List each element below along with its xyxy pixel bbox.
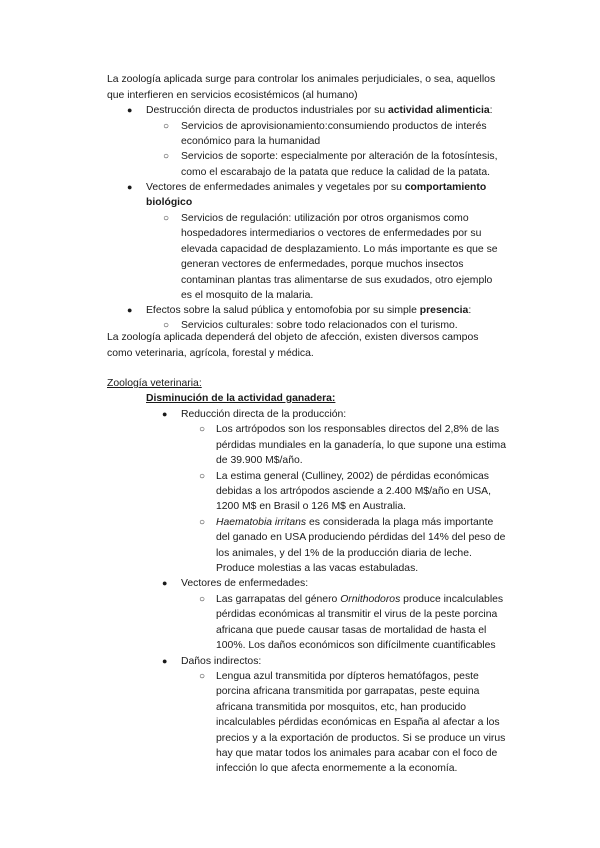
list-item: Vectores de enfermedades: [181, 578, 309, 589]
list-item-continued: del ganado en USA produciendo pérdidas del 14% del peso de [216, 532, 506, 543]
sub-bullet-marker: ○ [163, 121, 170, 132]
intro-line-1: La zoología aplicada surge para controlar los animales perjudiciales, o sea, aquellos [107, 74, 496, 85]
section-veterinaria [107, 376, 567, 776]
section-heading: Zoología veterinaria: [107, 378, 202, 389]
subsection-heading: Disminución de la actividad ganadera: [146, 393, 336, 404]
list-item: Los artrópodos son los responsables directos del 2,8% de las [216, 424, 500, 435]
list-item-continued: porcina africana transmitida por garrapatas, peste equina [216, 686, 480, 697]
list-item: Servicios de aprovisionamiento:consumiendo productos de interés [181, 121, 487, 132]
list-item-continued: africana que puede causar tasas de mortalidad de hasta el [216, 625, 487, 636]
list-item-continued: pérdidas mundiales en la ganadería, lo que supone una estima [216, 440, 506, 451]
list-item: Servicios de regulación: utilización por otros organismos como [181, 213, 469, 224]
list-item-continued: económico para la humanidad [181, 136, 321, 147]
list-item: Efectos sobre la salud pública y entomofobia por su simple presencia: [146, 305, 472, 316]
paragraph-fields [107, 330, 478, 361]
list-item: Daños indirectos: [181, 656, 262, 667]
list-item: Vectores de enfermedades animales y vegetales por su comportamiento [146, 182, 487, 193]
sub-bullet-marker: ○ [199, 471, 206, 482]
list-item-continued: infección lo que afecta enormemente a la economía. [216, 763, 458, 774]
sub-bullet-marker: ○ [199, 671, 206, 682]
sub-bullet-marker: ○ [199, 594, 206, 605]
list-item: Haematobia irritans es considerada la plaga más importante [216, 517, 494, 528]
list-item-continued: de 39.900 M$/año. [216, 455, 303, 466]
list-item: Servicios de soporte: especialmente por alteración de la fotosíntesis, [181, 151, 498, 162]
list-item-continued: como el escarabajo de la patata que reduce la calidad de la patata. [181, 167, 491, 178]
list-item: Las garrapatas del género Ornithodoros produce incalculables [216, 594, 504, 605]
bullet-marker: ● [127, 105, 133, 115]
bullet-marker: ● [127, 305, 133, 315]
bullet-marker: ● [127, 182, 133, 192]
list-item-continued: 1200 M$ en Brasil o 126 M$ en Australia. [216, 501, 407, 512]
intro-line-2: que interfieren en servicios ecosistémicos (al humano) [107, 89, 358, 101]
bullet-marker: ● [162, 409, 168, 419]
list-item: Reducción directa de la producción: [181, 409, 347, 420]
paragraph-line-1: La zoología aplicada dependerá del objeto de afección, existen diversos campos [107, 332, 479, 343]
list-item-continued: 100%. Los daños económicos son difícilmente cuantificables [216, 640, 496, 651]
list-item-continued: es el mosquito de la malaria. [181, 290, 314, 301]
list-item-continued: precios y a la exportación de productos. Si se produce un virus [216, 733, 506, 744]
bullet-marker: ● [162, 656, 168, 666]
sub-bullet-marker: ○ [163, 320, 170, 331]
list-item-continued: biológico [146, 197, 193, 208]
intro-paragraph [107, 72, 495, 103]
list-item-continued: pérdidas económicas al transmitir el virus de la peste porcina [216, 609, 498, 620]
list-item: La estima general (Culliney, 2002) de pérdidas económicas [216, 471, 490, 482]
sub-bullet-marker: ○ [199, 424, 206, 435]
list-item-continued: elevada capacidad de desplazamiento. Lo más importante es que se [181, 244, 498, 255]
paragraph-line-2: como veterinaria, agrícola, forestal y médica. [107, 347, 314, 359]
list-item-continued: hay que matar todos los animales para acabar con el foco de [216, 748, 498, 759]
list-item: Destrucción directa de productos industriales por su actividad alimenticia: [146, 105, 493, 116]
sub-bullet-marker: ○ [163, 151, 170, 162]
list-item-continued: incalculables pérdidas económicas en España al afectar a los [216, 717, 500, 728]
list-item-continued: contaminan plantas tras alimentarse de sus exudados, otro ejemplo [181, 275, 493, 286]
bullet-marker: ● [162, 578, 168, 588]
section1-list [107, 103, 567, 331]
list-item-continued: Produce molestias a las vacas estabuladas. [216, 563, 419, 574]
list-item-continued: debidas a los artrópodos asciende a 2.400 M$/año en USA, [216, 486, 491, 497]
list-item-continued: hospedadores intermediarios o vectores de enfermedades por su [181, 228, 482, 239]
list-item: Lengua azul transmitida por dípteros hematófagos, peste [216, 671, 479, 682]
list-item-continued: africana transmitida por mosquitos, etc, han producido [216, 702, 467, 713]
sub-bullet-marker: ○ [163, 213, 170, 224]
list-item-continued: los animales, y del 1% de la producción diaria de leche. [216, 548, 472, 559]
sub-bullet-marker: ○ [199, 517, 206, 528]
list-item: Servicios culturales: sobre todo relacionados con el turismo. [181, 320, 458, 331]
list-item-continued: generan vectores de enfermedades, porque muchos insectos [181, 259, 464, 270]
